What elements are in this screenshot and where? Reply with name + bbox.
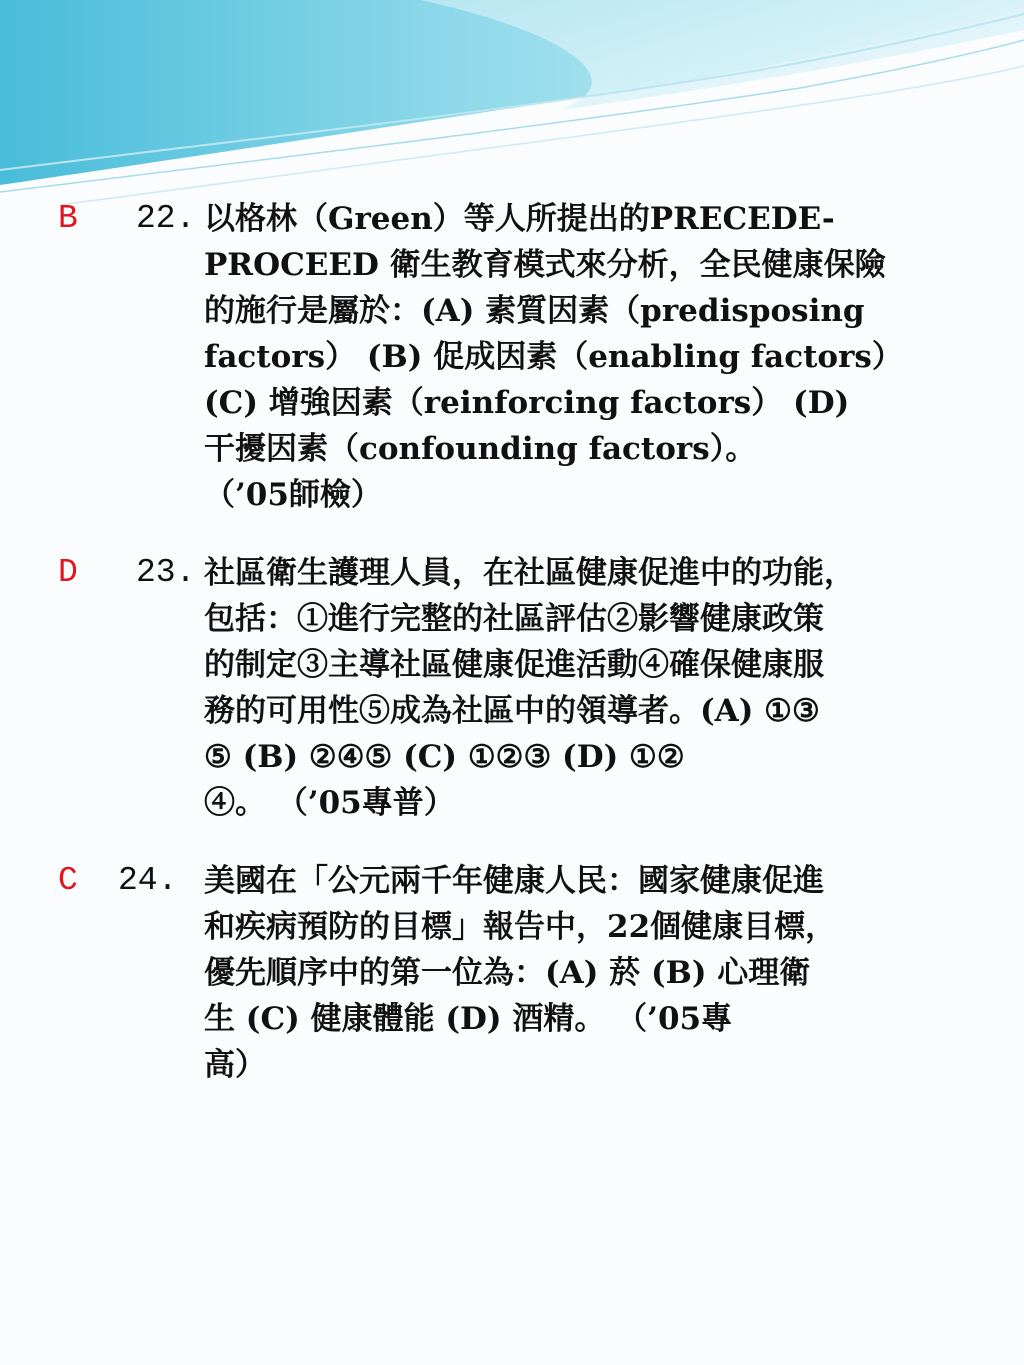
question-number: 23. <box>136 554 196 591</box>
question-text: 以格林（Green）等人所提出的PRECEDE- PROCEED 衛生教育模式來分析，全民健康保險 的施行是屬於：(A) 素質因素（predisposing factors） (B) 促成因素（enabling factors） (C) 增強因素（reinforcing factors） (D) 干擾因素（confounding factors）。 （’05師檢） <box>204 201 903 513</box>
question-text: 美國在「公元兩千年健康人民：國家健康促進 和疾病預防的目標」報告中，22個健康目標， 優先順序中的第一位為：(A) 菸 (B) 心理衛 生 (C) 健康體能 (D) 酒精。 （’05專 高） <box>204 863 837 1083</box>
decorative-wave-banner <box>0 0 1024 210</box>
answer-label: D <box>58 554 78 591</box>
answer-label: C <box>58 862 78 899</box>
answer-label: B <box>58 200 78 237</box>
question-text: 社區衛生護理人員，在社區健康促進中的功能， 包括：①進行完整的社區評估②影響健康政策 的制定③主導社區健康促進活動④確保健康服 務的可用性⑤成為社區中的領導者。(A) ①③ ⑤ (B) ②④⑤ (C) ①②③ (D) ①② ④。 （’05專普） <box>204 555 855 821</box>
question-number: 24. <box>118 862 178 899</box>
question-number: 22. <box>136 200 196 237</box>
